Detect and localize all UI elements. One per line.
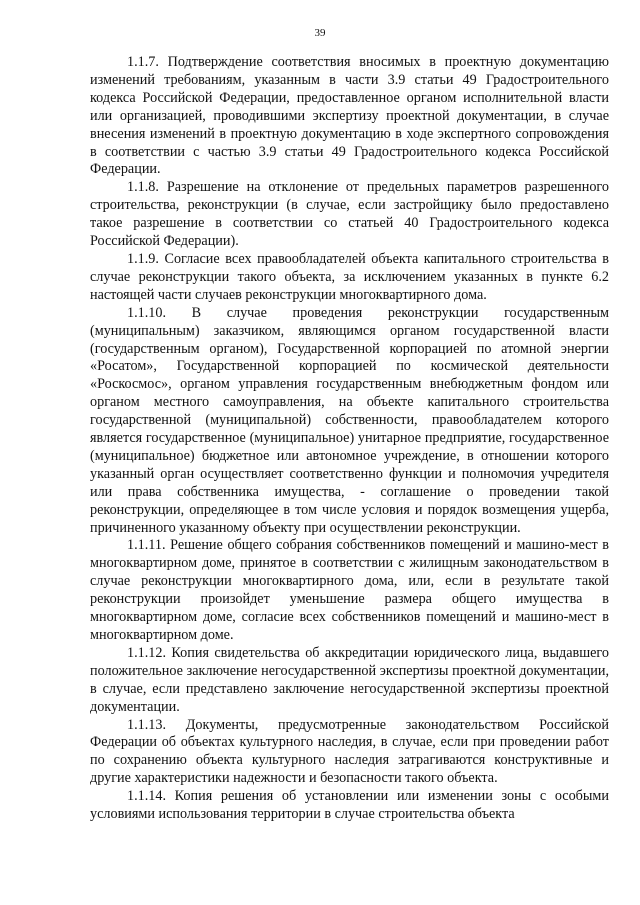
paragraph-1-1-11: 1.1.11. Решение общего собрания собственников помещений и машино-мест в многоквартирном доме, принятое в соответствии с жилищным законодательством в случае реконструкции многоквартирного дома, или, если в результате такой реконструкции произойдет уменьшение размера общего имущества в многоквартирном доме, согласие всех собственников помещений и машино-мест в многоквартирном доме. xyxy=(90,537,609,643)
paragraph-1-1-12: 1.1.12. Копия свидетельства об аккредитации юридического лица, выдавшего положительное заключение негосударственной экспертизы проектной документации, в случае, если представлено заключение негосударственной экспертизы проектной документации. xyxy=(90,644,609,715)
paragraph-1-1-7: 1.1.7. Подтверждение соответствия вносимых в проектную документацию изменений требованиям, указанным в части 3.9 статьи 49 Градостроительного кодекса Российской Федерации, предоставленное органом исполнительной власти или организацией, проводившими экспертизу проектной документации, в случае внесения изменений в проектную документацию в ходе экспертного сопровождения в соответствии с частью 3.9 статьи 49 Градостроительного кодекса Российской Федерации. xyxy=(90,54,609,178)
page-number: 39 xyxy=(314,27,326,39)
paragraph-1-1-13: 1.1.13. Документы, предусмотренные законодательством Российской Федерации об объектах культурного наследия, в случае, если при проведении работ по сохранению объекта культурного наследия затрагиваются конструктивные и другие характеристики надежности и безопасности такого объекта. xyxy=(90,716,609,787)
paragraph-1-1-8: 1.1.8. Разрешение на отклонение от предельных параметров разрешенного строительства, реконструкции (в случае, если застройщику было предоставлено такое разрешение в соответствии со статьей 40 Градостроительного кодекса Российской Федерации). xyxy=(90,179,609,250)
paragraph-1-1-9: 1.1.9. Согласие всех правообладателей объекта капитального строительства в случае реконструкции такого объекта, за исключением указанных в пункте 6.2 настоящей части случаев реконструкции многоквартирного дома. xyxy=(90,250,609,303)
document-body xyxy=(90,54,609,824)
paragraph-1-1-14: 1.1.14. Копия решения об установлении или изменении зоны с особыми условиями использования территории в случае строительства объекта xyxy=(90,788,609,823)
paragraph-1-1-10: 1.1.10. В случае проведения реконструкции государственным (муниципальным) заказчиком, являющимся органом государственной власти (государственным органом), Государственной корпорацией по атомной энергии «Росатом», Государственной корпорацией по космической деятельности «Роскосмос», органом управления государственным внебюджетным фондом или органом местного самоуправления, на объекте капитального строительства государственной (муниципальной) собственности, правообладателем которого является государственное (муниципальное) унитарное предприятие, государственное (муниципальное) бюджетное или автономное учреждение, в отношении которого указанный орган осуществляет соответственно функции и полномочия учредителя или права собственника имущества, - соглашение о проведении такой реконструкции, определяющее в том числе условия и порядок возмещения ущерба, причиненного указанному объекту при осуществлении реконструкции. xyxy=(90,304,609,536)
